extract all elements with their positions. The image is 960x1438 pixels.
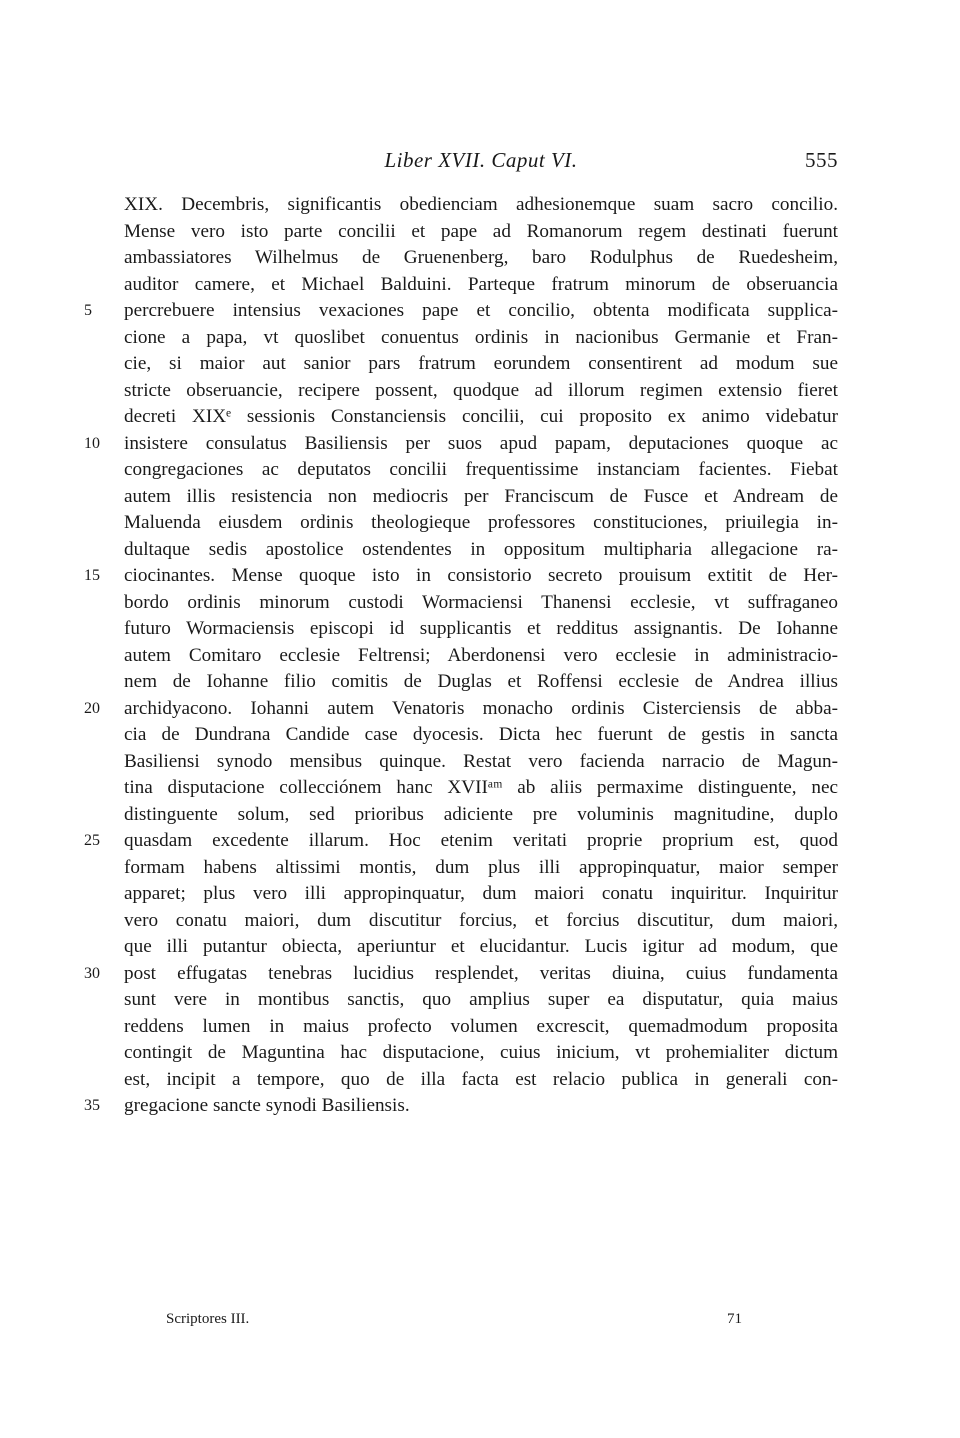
text-line — [124, 457, 838, 484]
text-line — [124, 192, 838, 219]
text-line — [124, 643, 838, 670]
text-line — [124, 1040, 838, 1067]
line-text: auditor camere, et Michael Balduini. Parteque fratrum minorum de obseruancia — [124, 273, 838, 295]
line-text: post effugatas tenebras lucidius resplendet, veritas diuina, cuius fundamenta — [124, 962, 838, 984]
signature-mark: Scriptores III. — [166, 1311, 250, 1327]
text-line — [84, 298, 838, 325]
line-text: Mense vero isto parte concilii et pape ad Romanorum regem destinati fuerunt — [124, 220, 838, 242]
text-line — [124, 669, 838, 696]
line-text: bordo ordinis minorum custodi Wormaciensi Thanensi ecclesie, vt suffraganeo — [124, 591, 838, 613]
line-text: futuro Wormaciensis episcopi id supplicantis et redditus assignantis. De Iohanne — [124, 618, 838, 639]
text-line — [124, 616, 838, 643]
text-line — [124, 802, 838, 829]
line-text: ambassiatores Wilhelmus de Gruenenberg, baro Rodulphus de Ruedesheim, — [124, 247, 838, 268]
line-text: que illi putantur obiecta, aperiuntur et elucidantur. Lucis igitur ad modum, que — [124, 936, 838, 957]
text-line — [124, 484, 838, 511]
running-head — [124, 148, 838, 174]
text-line — [124, 537, 838, 564]
line-number: 15 — [84, 567, 100, 584]
line-text: percrebuere intensius vexaciones pape et concilio, obtenta modificata supplica- — [124, 300, 838, 321]
line-text: vero conatu maiori, dum discutitur forcius, et forcius discutitur, dum maiori, — [124, 909, 838, 931]
text-line — [84, 431, 838, 458]
line-text: reddens lumen in maius profecto volumen excrescit, quemadmodum proposita — [124, 1015, 838, 1037]
line-text: est, incipit a tempore, quo de illa facta est relacio publica in generali con- — [124, 1068, 838, 1090]
line-text: gregacione sancte synodi Basiliensis. — [124, 1095, 410, 1116]
line-text: congregaciones ac deputatos concilii frequentissime instanciam facientes. Fiebat — [124, 459, 838, 480]
text-line — [124, 987, 838, 1014]
line-text: cione a papa, vt quoslibet conuentus ordinis in nacionibus Germanie et Fran- — [124, 326, 838, 348]
text-line — [124, 404, 838, 431]
line-text: contingit de Maguntina hac disputacione, cuius inicium, vt prohemialiter dictum — [124, 1042, 838, 1063]
text-line — [124, 934, 838, 961]
text-line — [124, 272, 838, 299]
body-text — [84, 192, 838, 1120]
text-line — [124, 881, 838, 908]
line-number: 10 — [84, 434, 100, 452]
text-line — [124, 510, 838, 537]
text-line — [124, 749, 838, 776]
line-text: XIX. Decembris, significantis obedienciam adhesionemque suam sacro concilio. — [124, 194, 838, 215]
line-number: 20 — [84, 699, 100, 717]
line-number: 35 — [84, 1097, 100, 1114]
text-line — [124, 351, 838, 378]
line-text: insistere consulatus Basiliensis per suos apud papam, deputaciones quoque ac — [124, 432, 838, 454]
line-text: cia de Dundrana Candide case dyocesis. Dicta hec fuerunt de gestis in sancta — [124, 724, 838, 745]
line-text: formam habens altissimi montis, dum plus illi appropinquatur, maior semper — [124, 856, 838, 878]
page-number: 555 — [805, 148, 838, 172]
line-text: Maluenda eiusdem ordinis theologieque professores constituciones, priuilegia in- — [124, 512, 838, 533]
line-text: autem illis resistencia non mediocris per Franciscum de Fusce et Andream de — [124, 485, 838, 507]
text-line — [84, 696, 838, 723]
text-line — [84, 961, 838, 988]
sheet-number: 71 — [727, 1311, 742, 1327]
text-line — [124, 1014, 838, 1041]
line-text: quasdam excedente illarum. Hoc etenim veritati proprie proprium est, quod — [124, 830, 838, 851]
text-line — [124, 722, 838, 749]
line-text: stricte obseruancie, recipere possent, quodque ad illorum regimen extensio fieret — [124, 379, 838, 401]
text-line — [124, 908, 838, 935]
line-text: distinguente solum, sed prioribus adiciente pre voluminis magnitudine, duplo — [124, 803, 838, 825]
text-line — [124, 245, 838, 272]
running-title: Liber XVII. Caput VI. — [384, 148, 578, 172]
line-text: archidyacono. Iohanni autem Venatoris monacho ordinis Cisterciensis de abba- — [124, 697, 838, 719]
text-line — [124, 1067, 838, 1094]
line-number: 30 — [84, 964, 100, 982]
line-text: Basiliensi synodo mensibus quinque. Restat vero facienda narracio de Magun- — [124, 750, 838, 772]
line-number: 5 — [84, 302, 92, 319]
page-footer — [166, 1311, 742, 1331]
text-line — [84, 1093, 838, 1120]
text-line — [124, 590, 838, 617]
text-line — [124, 855, 838, 882]
text-line — [124, 325, 838, 352]
line-text: decreti XIXᵉ sessionis Constanciensis concilii, cui proposito ex animo videbatur — [124, 406, 838, 427]
line-text: cie, si maior aut sanior pars fratrum eorundem consentirent ad modum sue — [124, 353, 838, 374]
line-number: 25 — [84, 832, 100, 849]
line-text: apparet; plus vero illi appropinquatur, dum maiori conatu inquiritur. Inquiritur — [124, 883, 838, 904]
text-line — [84, 563, 838, 590]
line-text: ciocinantes. Mense quoque isto in consistorio secreto prouisum extitit de Her- — [124, 565, 838, 586]
line-text: tina disputacione collecciónem hanc XVIIᵃᵐ ab aliis permaxime distinguente, nec — [124, 777, 838, 798]
line-text: nem de Iohanne filio comitis de Duglas et Roffensi ecclesie de Andrea illius — [124, 671, 838, 692]
line-text: dultaque sedis apostolice ostendentes in oppositum multipharia allegacione ra- — [124, 538, 838, 560]
text-line — [124, 378, 838, 405]
line-text: sunt vere in montibus sanctis, quo amplius super ea disputatur, quia maius — [124, 989, 838, 1010]
line-text: autem Comitaro ecclesie Feltrensi; Aberdonensi vero ecclesie in administracio- — [124, 644, 838, 666]
text-line — [124, 775, 838, 802]
text-line — [84, 828, 838, 855]
text-line — [124, 219, 838, 246]
